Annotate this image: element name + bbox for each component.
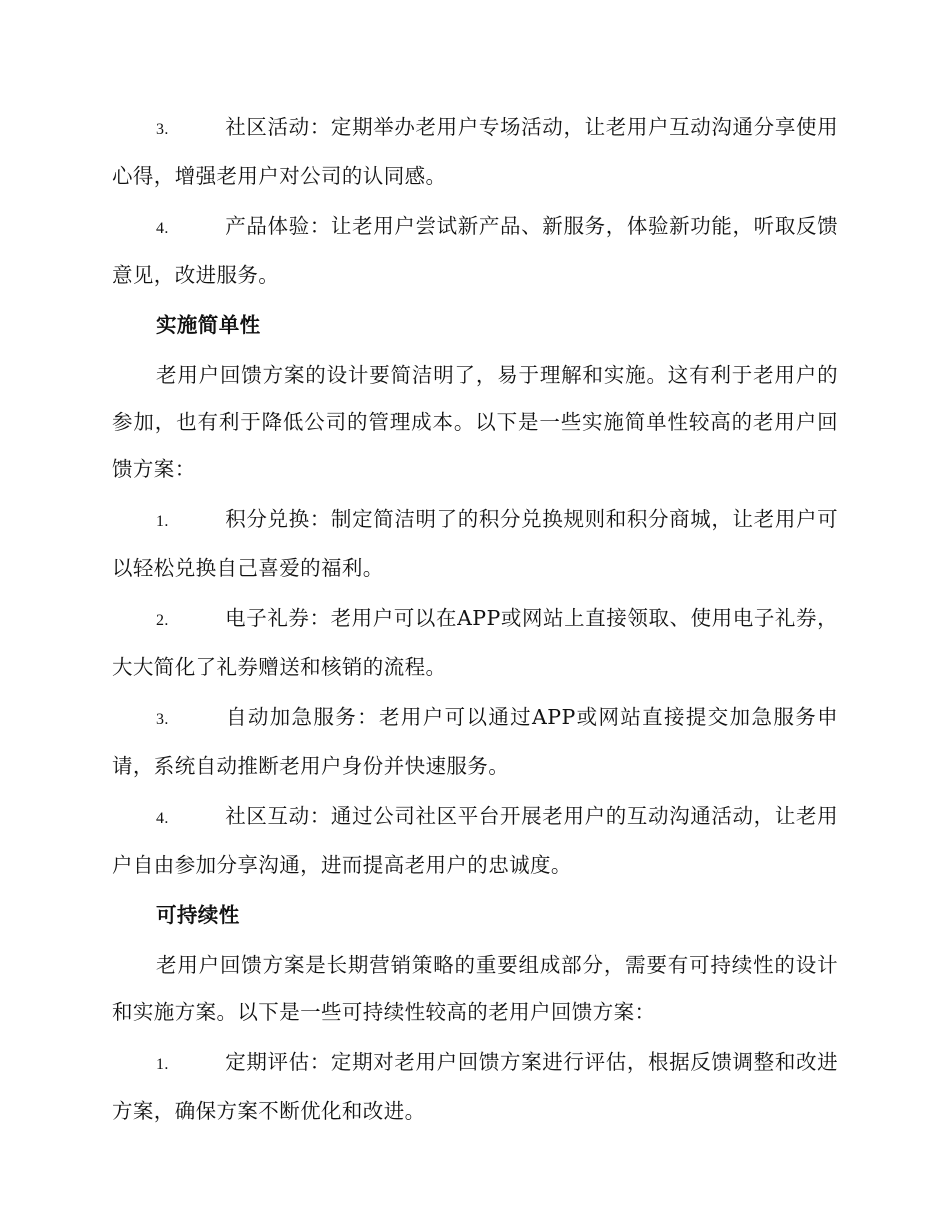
list-number: 1.	[156, 1056, 169, 1073]
section-heading-simplicity: 实施简单性	[156, 313, 261, 337]
list-number: 3.	[156, 121, 169, 138]
list-number: 4.	[156, 810, 169, 827]
list-text: 自动加急服务：老用户可以通过APP或网站直接提交加急服务申请，系统自动推断老用户身份并快速服务。	[112, 705, 838, 778]
list-number: 3.	[156, 711, 169, 728]
section-paragraph: 老用户回馈方案的设计要简洁明了，易于理解和实施。这有利于老用户的参加，也有利于降低公司的管理成本。以下是一些实施简单性较高的老用户回馈方案：	[112, 363, 838, 481]
list-item	[112, 595, 838, 691]
list-item	[112, 203, 838, 299]
list-number: 4.	[156, 220, 169, 237]
list-item	[112, 1039, 838, 1135]
list-text: 社区互动：通过公司社区平台开展老用户的互动沟通活动，让老用户自由参加分享沟通，进而提高老用户的忠诚度。	[112, 804, 838, 877]
list-text: 电子礼券：老用户可以在APP或网站上直接领取、使用电子礼券，大大简化了礼券赠送和核销的流程。	[112, 606, 838, 679]
list-number: 2.	[156, 612, 169, 629]
list-item	[112, 104, 838, 200]
list-item	[112, 496, 838, 592]
list-number: 1.	[156, 513, 169, 530]
section-paragraph: 老用户回馈方案是长期营销策略的重要组成部分，需要有可持续性的设计和实施方案。以下是一些可持续性较高的老用户回馈方案：	[112, 953, 838, 1024]
list-item	[112, 694, 838, 790]
list-item	[112, 793, 838, 889]
section-heading-sustainability: 可持续性	[156, 903, 240, 927]
list-text: 产品体验：让老用户尝试新产品、新服务，体验新功能，听取反馈意见，改进服务。	[112, 214, 838, 287]
list-text: 积分兑换：制定简洁明了的积分兑换规则和积分商城，让老用户可以轻松兑换自己喜爱的福利。	[112, 507, 838, 580]
document-page	[112, 104, 838, 1138]
list-text: 定期评估：定期对老用户回馈方案进行评估，根据反馈调整和改进方案，确保方案不断优化和改进。	[112, 1050, 838, 1123]
list-text: 社区活动：定期举办老用户专场活动，让老用户互动沟通分享使用心得，增强老用户对公司的认同感。	[112, 115, 838, 188]
